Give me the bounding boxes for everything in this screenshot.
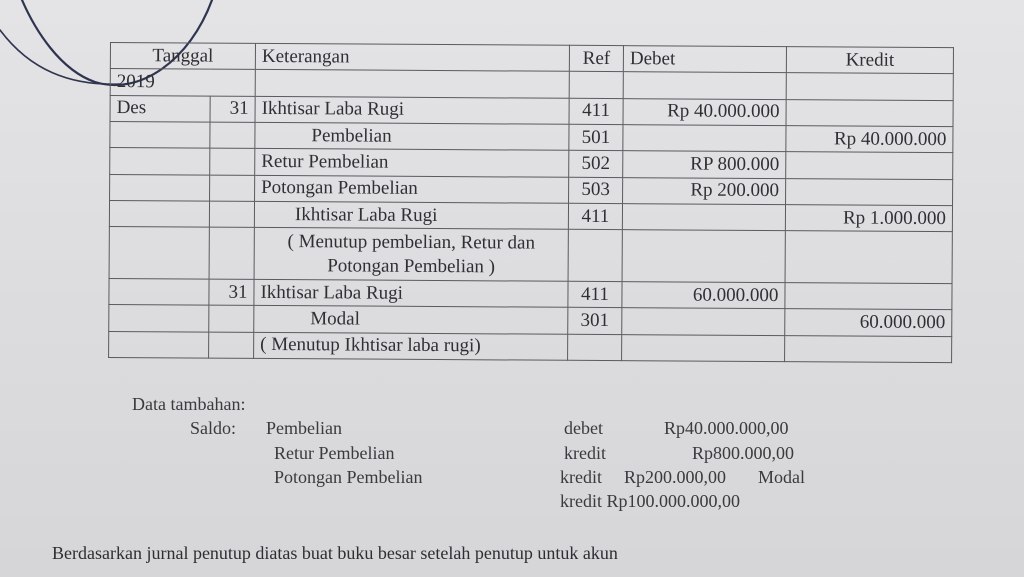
ref-cell: 411	[569, 98, 623, 125]
ref-cell: 501	[569, 124, 623, 151]
year-cell: 2019	[110, 69, 255, 96]
account-name: Pembelian	[266, 418, 342, 438]
balance-amount: Rp800.000,00	[692, 443, 795, 463]
ref-cell: 411	[568, 203, 622, 230]
ref-cell: 411	[568, 281, 622, 308]
balance-side: kredit	[560, 467, 602, 487]
header-keterangan: Keterangan	[255, 43, 569, 71]
description-cell: Modal	[254, 306, 568, 334]
saldo-label: Saldo:	[190, 418, 237, 438]
account-name: Retur Pembelian	[274, 443, 395, 463]
month-cell: Des	[110, 95, 210, 122]
account-name: Potongan Pembelian	[274, 467, 423, 487]
balance-amount: Rp200.000,00	[624, 467, 727, 487]
instruction-text: Berdasarkan jurnal penutup diatas buat buku besar setelah penutup untuk akun	[52, 543, 618, 563]
day-cell: 31	[209, 279, 254, 306]
description-cell: Retur Pembelian	[255, 149, 569, 177]
ref-cell: 301	[568, 308, 622, 335]
day-cell: 31	[210, 96, 255, 123]
header-ref: Ref	[569, 45, 623, 72]
header-tanggal: Tanggal	[110, 43, 255, 70]
header-debet: Debet	[623, 46, 786, 73]
ref-cell: 502	[569, 151, 623, 178]
header-kredit: Kredit	[786, 47, 953, 74]
description-cell: Ikhtisar Laba Rugi	[254, 201, 568, 229]
balance-side: kredit	[564, 443, 606, 463]
description-cell: Potongan Pembelian	[255, 175, 569, 203]
ref-cell: 503	[569, 177, 623, 204]
debit-cell: RP 800.000	[623, 151, 786, 178]
description-cell: ( Menutup Ikhtisar laba rugi)	[254, 332, 568, 360]
balance-amount: Rp40.000.000,00	[664, 418, 789, 438]
additional-title: Data tambahan:	[132, 394, 246, 414]
debit-cell: 60.000.000	[622, 282, 785, 309]
debit-cell: Rp 200.000	[623, 177, 786, 204]
modal-balance-line: kredit Rp100.000.000,00	[560, 491, 740, 511]
credit-cell: Rp 40.000.000	[786, 126, 953, 153]
balance-side: debet	[564, 418, 603, 438]
description-cell: Pembelian	[255, 122, 569, 150]
account-name-tail: Modal	[758, 467, 805, 487]
credit-cell: Rp 1.000.000	[785, 205, 952, 232]
description-cell: Ikhtisar Laba Rugi	[255, 96, 569, 124]
description-note-cell: ( Menutup pembelian, Retur dan Potongan Pembelian )	[254, 228, 568, 282]
credit-cell: 60.000.000	[785, 309, 952, 336]
description-cell: Ikhtisar Laba Rugi	[254, 279, 568, 307]
debit-cell: Rp 40.000.000	[623, 98, 786, 125]
